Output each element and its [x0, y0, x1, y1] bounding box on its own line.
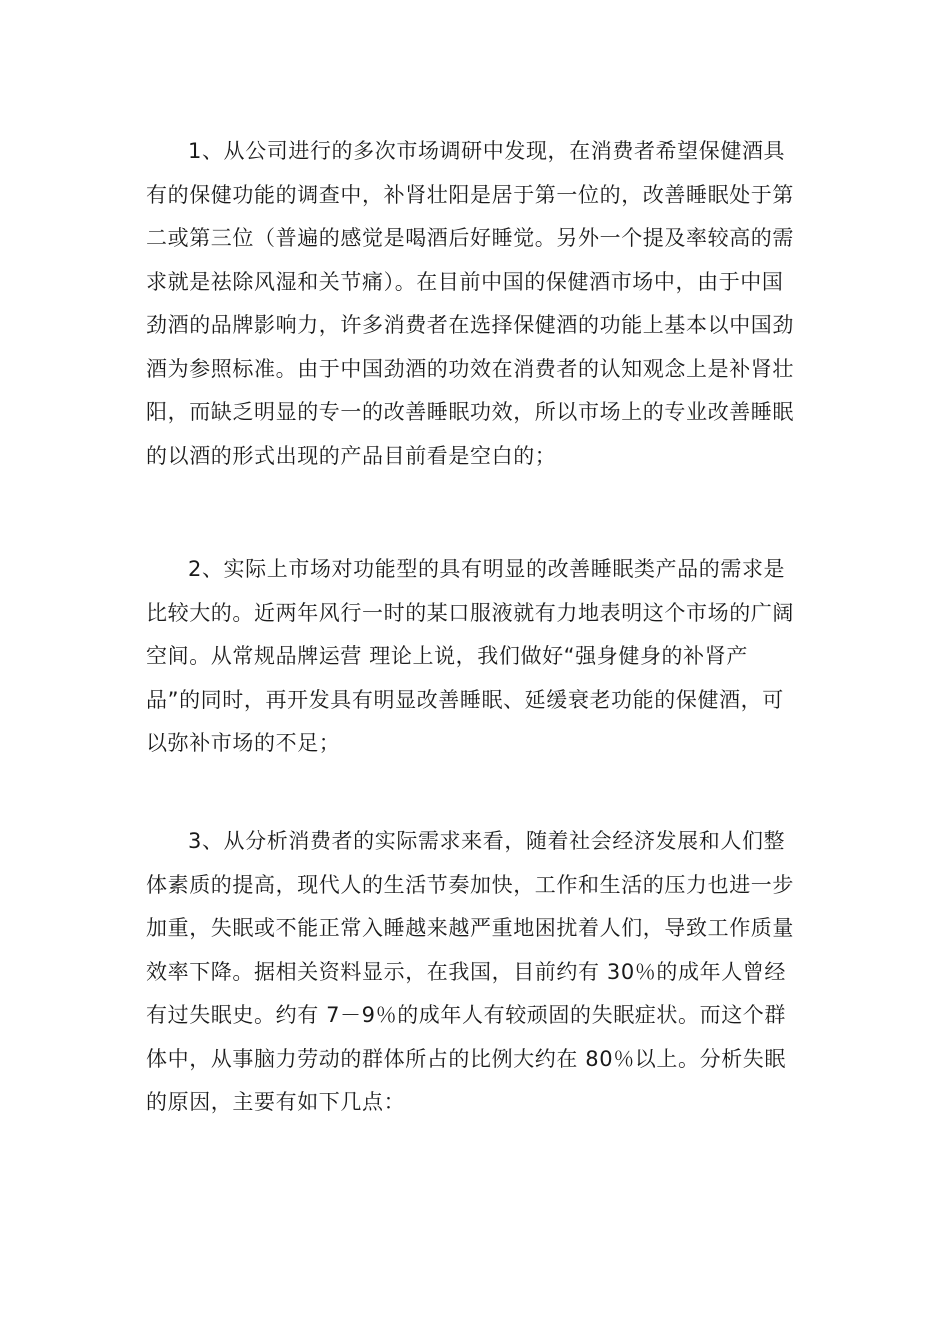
paragraph-line: 阳，而缺乏明显的专一的改善睡眠功效，所以市场上的专业改善睡眠 [146, 400, 794, 424]
paragraph-line: 有过失眠史。约有 7－9％的成年人有较顽固的失眠症状。而这个群 [146, 1003, 786, 1027]
paragraph-line: 加重，失眠或不能正常入睡越来越严重地困扰着人们，导致工作质量 [146, 916, 794, 940]
paragraph-1 [146, 133, 816, 475]
paragraph-line: 酒为参照标准。由于中国劲酒的功效在消费者的认知观念上是补肾壮 [146, 356, 794, 381]
paragraph-line: 的以酒的形式出现的产品目前看是空白的； [146, 443, 557, 468]
paragraph-line: 劲酒的品牌影响力，许多消费者在选择保健酒的功能上基本以中国劲 [146, 313, 794, 337]
paragraph-line: 的原因，主要有如下几点： [146, 1090, 406, 1114]
paragraph-line: 空间。从常规品牌运营 理论上说，我们做好“强身健身的补肾产 [146, 644, 748, 668]
paragraph-line: 以弥补市场的不足； [146, 731, 341, 755]
paragraph-line: 效率下降。据相关资料显示，在我国，目前约有 30％的成年人曾经 [146, 959, 786, 984]
paragraph-line: 1、从公司进行的多次市场调研中发现，在消费者希望保健酒具 [188, 139, 786, 163]
paragraph-line: 体素质的提高，现代人的生活节奏加快，工作和生活的压力也进一步 [146, 872, 794, 897]
paragraph-2 [146, 551, 816, 762]
paragraph-line: 求就是祛除风湿和关节痛）。在目前中国的保健酒市场中，由于中国 [146, 269, 784, 294]
paragraph-line: 体中，从事脑力劳动的群体所占的比例大约在 80％以上。分析失眠 [146, 1046, 786, 1071]
paragraph-line: 2、实际上市场对功能型的具有明显的改善睡眠类产品的需求是 [188, 557, 786, 581]
paragraph-line: 品”的同时，再开发具有明显改善睡眠、延缓衰老功能的保健酒，可 [146, 687, 784, 712]
paragraph-line: 二或第三位（普遍的感觉是喝酒后好睡觉。另外一个提及率较高的需 [146, 226, 794, 250]
paragraph-line: 3、从分析消费者的实际需求来看，随着社会经济发展和人们整 [188, 829, 786, 853]
paragraph-3 [146, 823, 816, 1121]
paragraph-line: 有的保健功能的调查中，补肾壮阳是居于第一位的，改善睡眠处于第 [146, 182, 794, 207]
paragraph-line: 比较大的。近两年风行一时的某口服液就有力地表明这个市场的广阔 [146, 600, 794, 625]
